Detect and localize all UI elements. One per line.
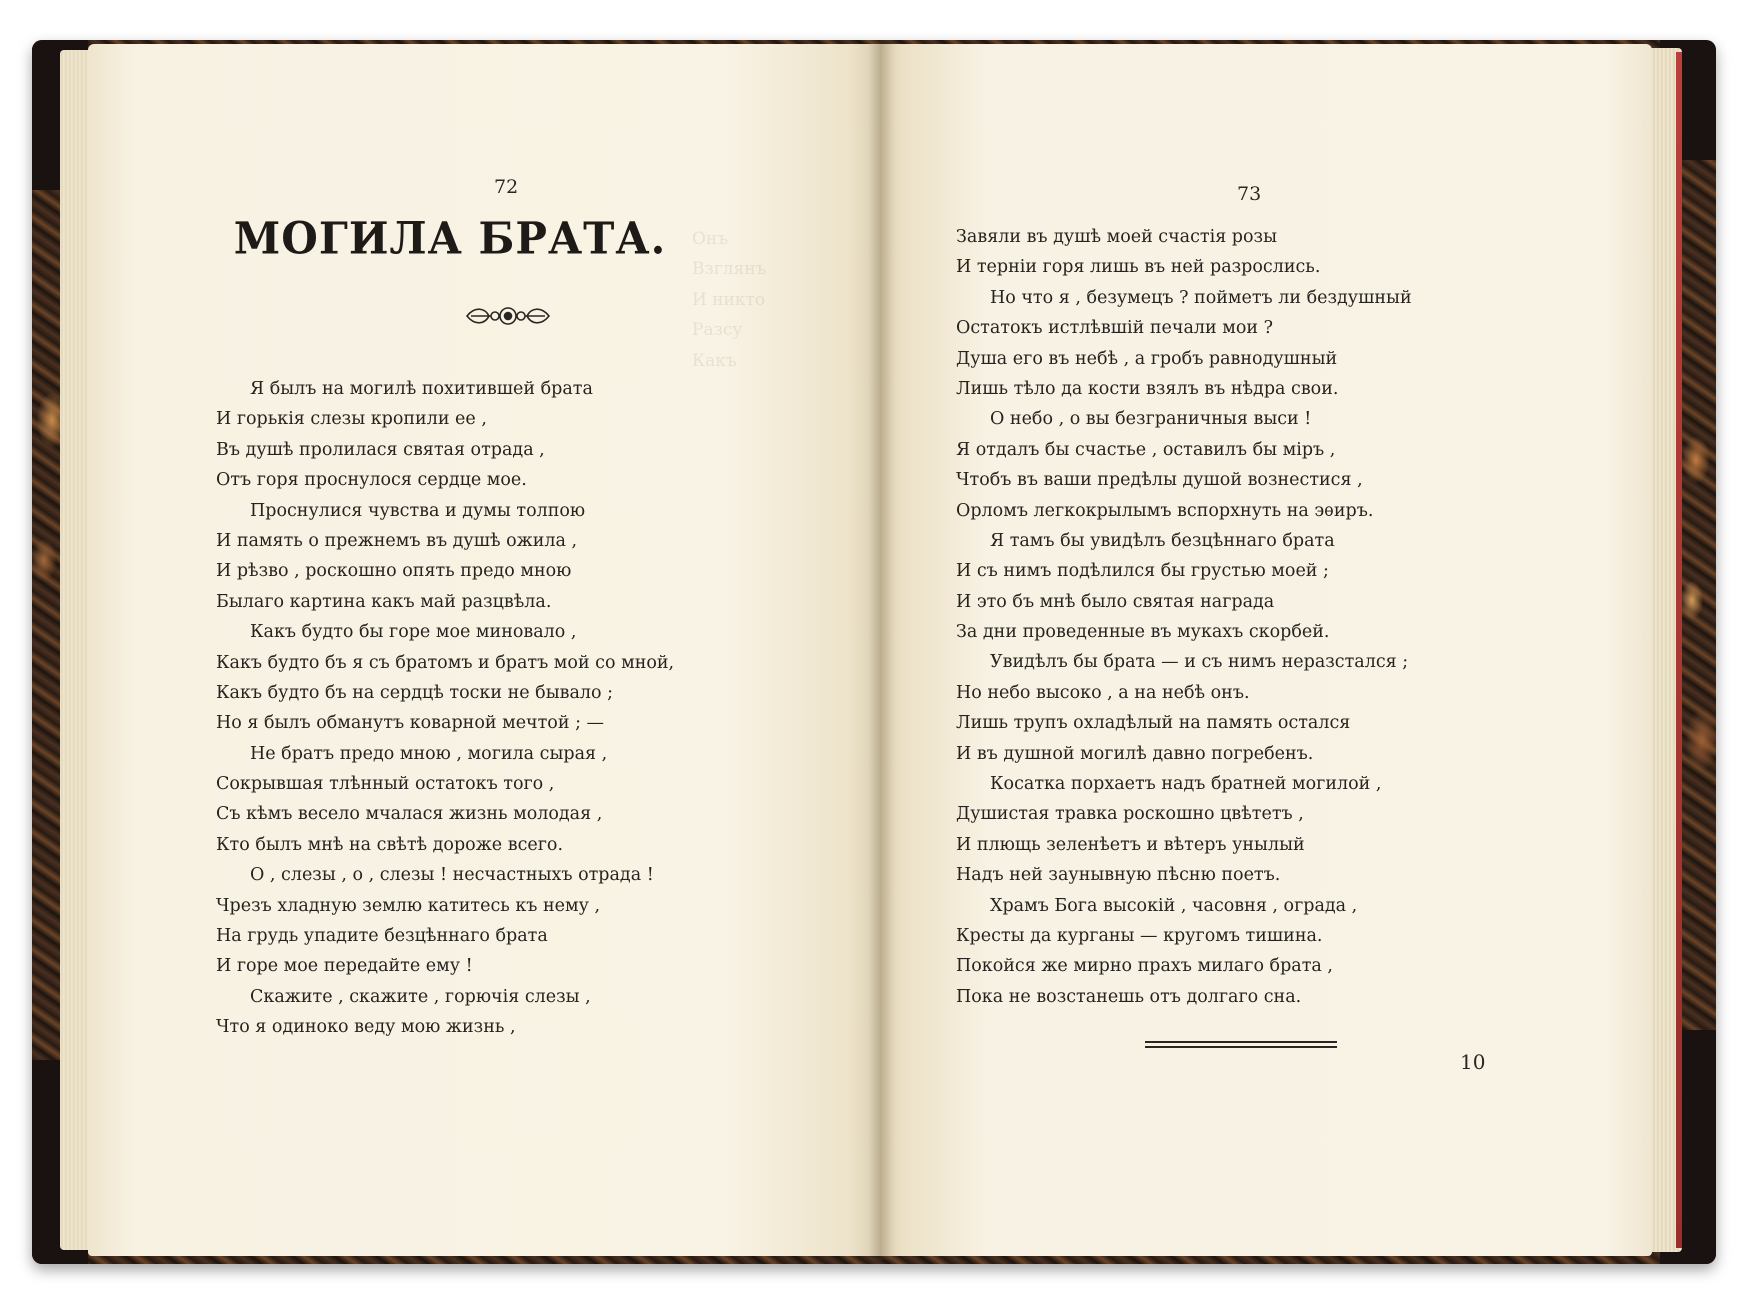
poem-line: Я былъ на могилѣ похитившей брата	[250, 379, 593, 399]
poem-line: Душа его въ небѣ , а гробъ равнодушный	[956, 348, 1338, 369]
poem-line: Но что я , безумецъ ? пойметъ ли бездушный	[990, 287, 1412, 308]
poem-line: Остатокъ истлѣвшій печали мои ?	[956, 318, 1273, 339]
page-number-left: 72	[494, 176, 519, 198]
poem-line: Чрезъ хладную землю катитесь къ нему ,	[216, 895, 601, 916]
poem-line: Надъ ней заунывную пѣсню поетъ.	[956, 865, 1281, 886]
poem-line: Кто былъ мнѣ на свѣтѣ дороже всего.	[216, 834, 564, 855]
poem-line: Я тамъ бы увидѣлъ безцѣннаго брата	[990, 530, 1335, 551]
poem-line: И плющь зеленѣетъ и вѣтеръ унылый	[956, 834, 1305, 855]
poem-line: Лишь трупъ охладѣлый на память остался	[956, 713, 1351, 734]
poem-line: Какъ будто бъ я съ братомъ и братъ мой со мной,	[216, 652, 675, 673]
poem-line: Но я былъ обманутъ коварной мечтой ; —	[216, 713, 605, 734]
poem-title: МОГИЛА БРАТА.	[233, 212, 667, 265]
poem-line: И это бъ мнѣ было святая награда	[956, 591, 1275, 612]
poem-line: Я отдалъ бы счастье , оставилъ бы міръ ,	[956, 439, 1336, 460]
end-double-rule	[1145, 1041, 1337, 1048]
poem-line: И горе мое передайте ему !	[216, 956, 473, 977]
poem-line: Завяли въ душѣ моей счастія розы	[956, 227, 1278, 247]
page-number-right: 73	[1237, 183, 1262, 205]
poem-line: Увидѣлъ бы брата — и съ нимъ неразстался ;	[990, 652, 1409, 673]
poem-line: О небо , о вы безграничныя выси !	[990, 409, 1312, 430]
poem-line: Скажите , скажите , горючія слезы ,	[250, 986, 591, 1007]
poem-line: Что я одиноко веду мою жизнь ,	[216, 1017, 516, 1038]
poem-line: И съ нимъ подѣлился бы грустью моей ;	[956, 561, 1329, 582]
poem-line: О , слезы , о , слезы ! несчастныхъ отрада !	[250, 865, 654, 886]
poem-line: Проснулися чувства и думы толпою	[250, 500, 586, 521]
poem-line: Но небо высоко , а на небѣ онъ.	[956, 682, 1250, 703]
book-gutter	[868, 40, 894, 1260]
poem-line: Съ кѣмъ весело мчалася жизнь молодая ,	[216, 804, 603, 825]
left-poem-lines	[216, 374, 674, 1043]
poem-line: Храмъ Бога высокій , часовня , ограда ,	[990, 895, 1358, 916]
poem-line: Орломъ легкокрылымъ вспорхнуть на эѳиръ.	[956, 500, 1374, 521]
poem-line: Пока не возстанешь отъ долгаго сна.	[956, 986, 1302, 1007]
poem-line: И рѣзво , роскошно опять предо мною	[216, 561, 572, 582]
poem-line: На грудь упадите безцѣннаго брата	[216, 926, 548, 947]
poem-line: Отъ горя проснулося сердце мое.	[216, 470, 527, 491]
red-page-edge	[1676, 52, 1682, 1248]
poem-line: И терніи горя лишь въ ней разрослись.	[956, 257, 1321, 278]
poem-line: И въ душной могилѣ давно погребенъ.	[956, 743, 1314, 764]
poem-line: Покойся же мирно прахъ милаго брата ,	[956, 956, 1333, 977]
poem-line: Какъ будто бы горе мое миновало ,	[250, 622, 577, 643]
poem-line: И горькія слезы кропили ее ,	[216, 409, 487, 430]
show-through: Онъ Взглянъ И никто Разсу Какъ	[692, 229, 767, 371]
signature-mark: 10	[1460, 1050, 1486, 1074]
floral-ornament-icon	[465, 302, 551, 330]
poem-line: Въ душѣ пролилася святая отрада ,	[216, 439, 545, 460]
right-poem-lines	[956, 222, 1412, 1012]
poem-line: Косатка порхаетъ надъ братней могилой ,	[990, 774, 1382, 795]
poem-line: Какъ будто бъ на сердцѣ тоски не бывало ;	[216, 682, 614, 703]
poem-line: Не братъ предо мною , могила сырая ,	[250, 743, 608, 764]
poem-line: Сокрывшая тлѣнный остатокъ того ,	[216, 774, 555, 795]
poem-line: Душистая травка роскошно цвѣтетъ ,	[956, 804, 1304, 825]
poem-line: И память о прежнемъ въ душѣ ожила ,	[216, 530, 578, 551]
poem-line: Кресты да курганы — кругомъ тишина.	[956, 925, 1323, 946]
poem-line: Чтобъ въ ваши предѣлы душой вознестися ,	[956, 470, 1363, 491]
poem-line: Лишь тѣло да кости взялъ въ нѣдра свои.	[956, 378, 1339, 399]
poem-line: Былаго картина какъ май разцвѣла.	[216, 591, 552, 612]
poem-line: За дни проведенные въ мукахъ скорбей.	[956, 622, 1330, 643]
